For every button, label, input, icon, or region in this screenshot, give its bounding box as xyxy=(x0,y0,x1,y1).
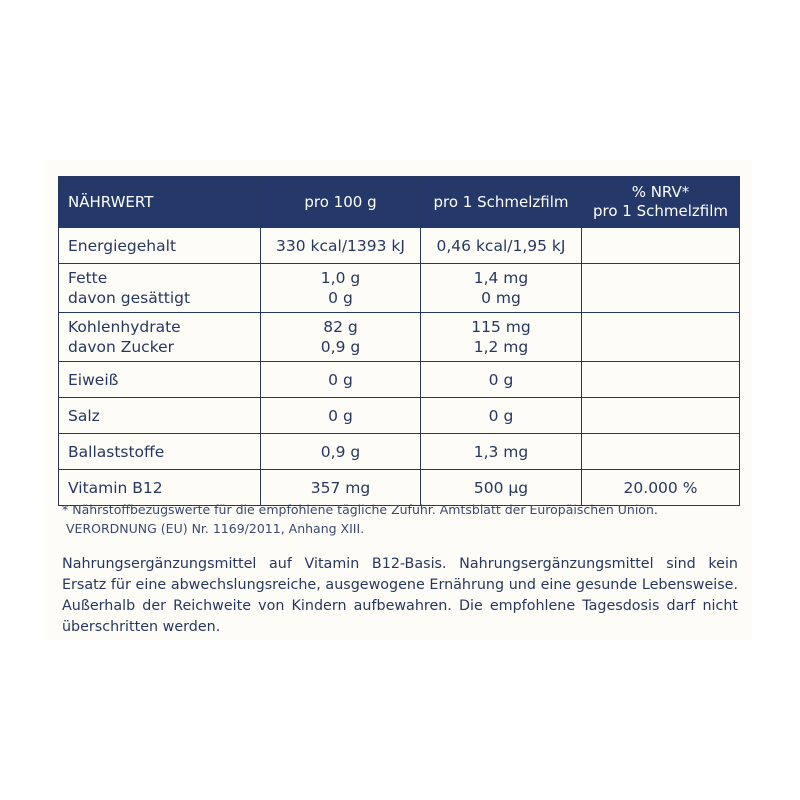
table-row-fiber xyxy=(59,434,740,470)
row-label-cell xyxy=(59,264,261,313)
value-per-film: 500 µg xyxy=(421,470,582,506)
row-label: Fette xyxy=(68,269,108,287)
header-per-film: pro 1 Schmelzfilm xyxy=(421,177,582,228)
value-nrv: 20.000 % xyxy=(582,470,740,506)
row-label: Salz xyxy=(59,398,261,434)
nutrition-table xyxy=(58,176,740,506)
row-label: Vitamin B12 xyxy=(59,470,261,506)
row-label: Energiegehalt xyxy=(59,228,261,264)
nutrition-table-header xyxy=(59,177,740,228)
value-per-100g: 0,9 g xyxy=(261,434,421,470)
row-label: Eiweiß xyxy=(59,362,261,398)
value-per-100g: 0 g xyxy=(261,398,421,434)
value-nrv xyxy=(582,228,740,264)
table-row-fat xyxy=(59,264,740,313)
row-sublabel: davon gesättigt xyxy=(68,289,191,307)
value-nrv xyxy=(582,362,740,398)
header-nrv-line1: % NRV* xyxy=(631,183,690,201)
value-per-film-sub: 0 mg xyxy=(481,289,521,307)
value-per-film: 1,3 mg xyxy=(421,434,582,470)
header-nrv xyxy=(582,177,740,228)
table-row-protein xyxy=(59,362,740,398)
row-label: Kohlenhydrate xyxy=(68,318,181,336)
value-per-film: 0,46 kcal/1,95 kJ xyxy=(421,228,582,264)
value-per-film-cell xyxy=(421,264,582,313)
table-row-energy xyxy=(59,228,740,264)
header-nutrient: NÄHRWERT xyxy=(59,177,261,228)
header-nrv-line2: pro 1 Schmelzfilm xyxy=(593,202,728,220)
value-per-film-cell xyxy=(421,313,582,362)
value-per-film: 115 mg xyxy=(471,318,531,336)
value-per-100g: 357 mg xyxy=(261,470,421,506)
value-per-100g-sub: 0 g xyxy=(328,289,353,307)
row-sublabel: davon Zucker xyxy=(68,338,175,356)
value-per-100g: 0 g xyxy=(261,362,421,398)
table-row-carbohydrates xyxy=(59,313,740,362)
header-per-100g: pro 100 g xyxy=(261,177,421,228)
value-per-100g-cell xyxy=(261,264,421,313)
value-per-film: 0 g xyxy=(421,362,582,398)
value-per-100g-sub: 0,9 g xyxy=(320,338,361,356)
disclaimer-text: Nahrungsergänzungsmittel auf Vitamin B12-Basis. Nahrungsergänzungsmittel sind kein Ersatz für eine abwechslungsreiche, ausgewogene Ernährung und eine gesunde Lebensweise. Außerhalb der Reichweite von Kindern aufbewahren. Die empfohlene Tagesdosis darf nicht überschritten werden. xyxy=(62,556,738,635)
header-row xyxy=(59,177,740,228)
row-label: Ballaststoffe xyxy=(59,434,261,470)
footnote-line1: * Nährstoffbezugswerte für die empfohlene tägliche Zufuhr. Amtsblatt der Europäischen Union. xyxy=(62,502,658,517)
value-per-film: 0 g xyxy=(421,398,582,434)
value-per-100g: 1,0 g xyxy=(320,269,361,287)
nrv-footnote xyxy=(62,500,752,538)
value-per-100g: 330 kcal/1393 kJ xyxy=(261,228,421,264)
value-per-100g: 82 g xyxy=(323,318,358,336)
value-per-film-sub: 1,2 mg xyxy=(473,338,529,356)
value-nrv xyxy=(582,434,740,470)
value-per-100g-cell xyxy=(261,313,421,362)
value-nrv xyxy=(582,398,740,434)
value-nrv xyxy=(582,313,740,362)
value-per-film: 1,4 mg xyxy=(473,269,529,287)
row-label-cell xyxy=(59,313,261,362)
footnote-line2: VERORDNUNG (EU) Nr. 1169/2011, Anhang XIII. xyxy=(66,521,365,536)
table-row-salt xyxy=(59,398,740,434)
value-nrv xyxy=(582,264,740,313)
